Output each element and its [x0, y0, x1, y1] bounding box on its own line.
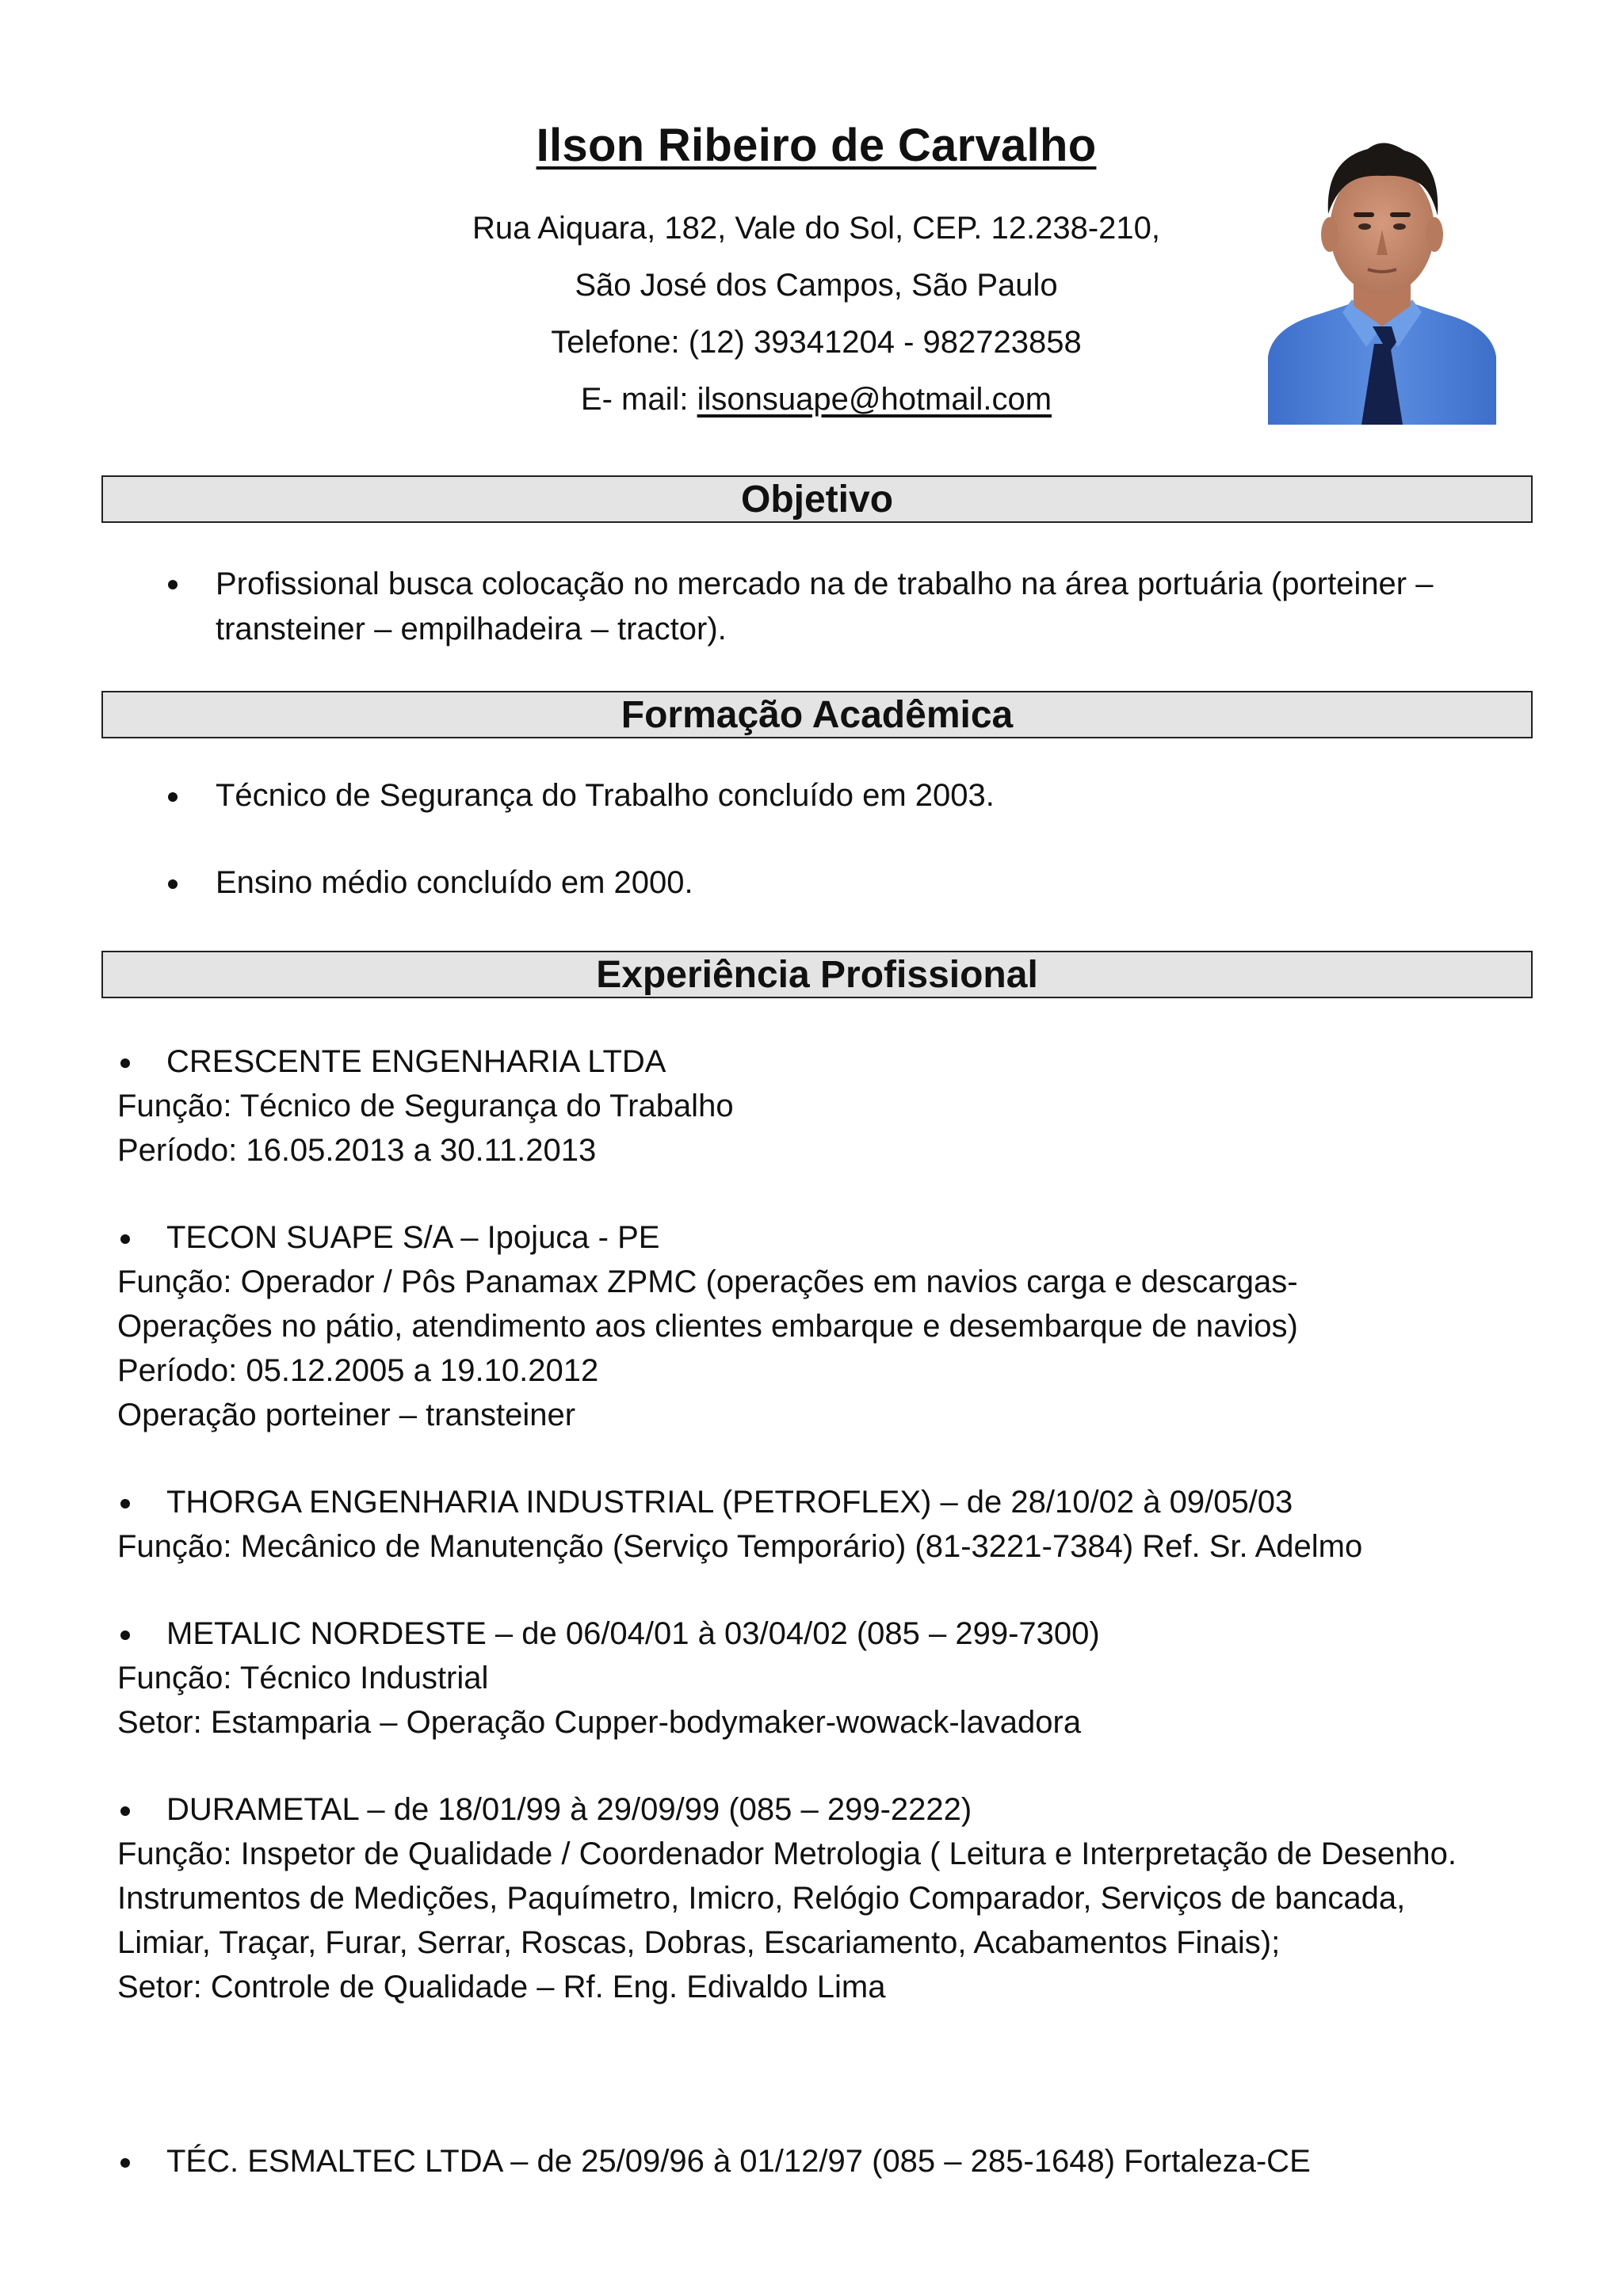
address-line-2: São José dos Campos, São Paulo [575, 268, 1058, 303]
job-company: CRESCENTE ENGENHARIA LTDA [166, 1044, 666, 1079]
job-detail-line: Função: Inspetor de Qualidade / Coordenador Metrologia ( Leitura e Interpretação de Desenho. [117, 1836, 1457, 1871]
job-detail-line: Setor: Estamparia – Operação Cupper-bodymaker-wowack-lavadora [117, 1705, 1082, 1740]
job-detail-line: Operação porteiner – transteiner [117, 1398, 576, 1432]
job-detail-line: Função: Operador / Pôs Panamax ZPMC (operações em navios carga e descargas- [117, 1264, 1298, 1299]
address-line-1: Rua Aiquara, 182, Vale do Sol, CEP. 12.238-210, [472, 211, 1161, 246]
email-link[interactable]: ilsonsuape@hotmail.com [697, 382, 1052, 417]
job-company: TÉC. ESMALTEC LTDA – de 25/09/96 à 01/12/97 (085 – 285-1648) Fortaleza-CE [166, 2144, 1311, 2179]
bullet-icon [168, 580, 178, 589]
job-detail-line: Setor: Controle de Qualidade – Rf. Eng. Edivaldo Lima [117, 1970, 886, 2004]
bullet-icon [168, 879, 178, 889]
job-detail-line: Instrumentos de Medições, Paquímetro, Imicro, Relógio Comparador, Serviços de bancada, [117, 1881, 1406, 1916]
section-header-objetivo: Objetivo [101, 475, 1533, 523]
bullet-icon [120, 1058, 130, 1068]
email-label: E- mail: [580, 382, 697, 417]
bullet-icon [120, 1499, 130, 1508]
job-company: TECON SUAPE S/A – Ipojuca - PE [166, 1220, 660, 1255]
bullet-icon [168, 792, 178, 802]
bullet-icon [120, 1630, 130, 1640]
section-header-formacao: Formação Acadêmica [101, 691, 1533, 738]
job-detail-line: Função: Técnico de Segurança do Trabalho [117, 1089, 734, 1123]
portrait-illustration [1265, 119, 1499, 425]
section-header-experiencia: Experiência Profissional [101, 951, 1533, 998]
candidate-name: Ilson Ribeiro de Carvalho [536, 120, 1097, 171]
bullet-icon [120, 1234, 130, 1244]
job-company: THORGA ENGENHARIA INDUSTRIAL (PETROFLEX) – de 28/10/02 à 09/05/03 [166, 1485, 1293, 1520]
job-detail-line: Função: Mecânico de Manutenção (Serviço Temporário) (81-3221-7384) Ref. Sr. Adelmo [117, 1529, 1363, 1564]
formacao-text: Ensino médio concluído em 2000. [216, 865, 693, 900]
bullet-icon [120, 2158, 130, 2168]
formacao-text: Técnico de Segurança do Trabalho concluído em 2003. [216, 778, 995, 813]
profile-photo [1265, 119, 1499, 425]
job-detail-line: Período: 05.12.2005 a 19.10.2012 [117, 1353, 599, 1388]
job-company: DURAMETAL – de 18/01/99 à 29/09/99 (085 – 299-2222) [166, 1792, 972, 1827]
bullet-icon [120, 1806, 130, 1816]
job-detail-line: Limiar, Traçar, Furar, Serrar, Roscas, Dobras, Escariamento, Acabamentos Finais); [117, 1925, 1281, 1960]
objetivo-text-line-1: Profissional busca colocação no mercado na de trabalho na área portuária (porteiner – [216, 566, 1434, 601]
job-detail-line: Função: Técnico Industrial [117, 1661, 489, 1695]
phone-line: Telefone: (12) 39341204 - 982723858 [551, 325, 1082, 360]
job-company: METALIC NORDESTE – de 06/04/01 à 03/04/02 (085 – 299-7300) [166, 1616, 1100, 1651]
job-detail-line: Operações no pátio, atendimento aos clientes embarque e desembarque de navios) [117, 1309, 1298, 1344]
job-detail-line: Período: 16.05.2013 a 30.11.2013 [117, 1133, 597, 1168]
objetivo-text-line-2: transteiner – empilhadeira – tractor). [216, 612, 727, 646]
